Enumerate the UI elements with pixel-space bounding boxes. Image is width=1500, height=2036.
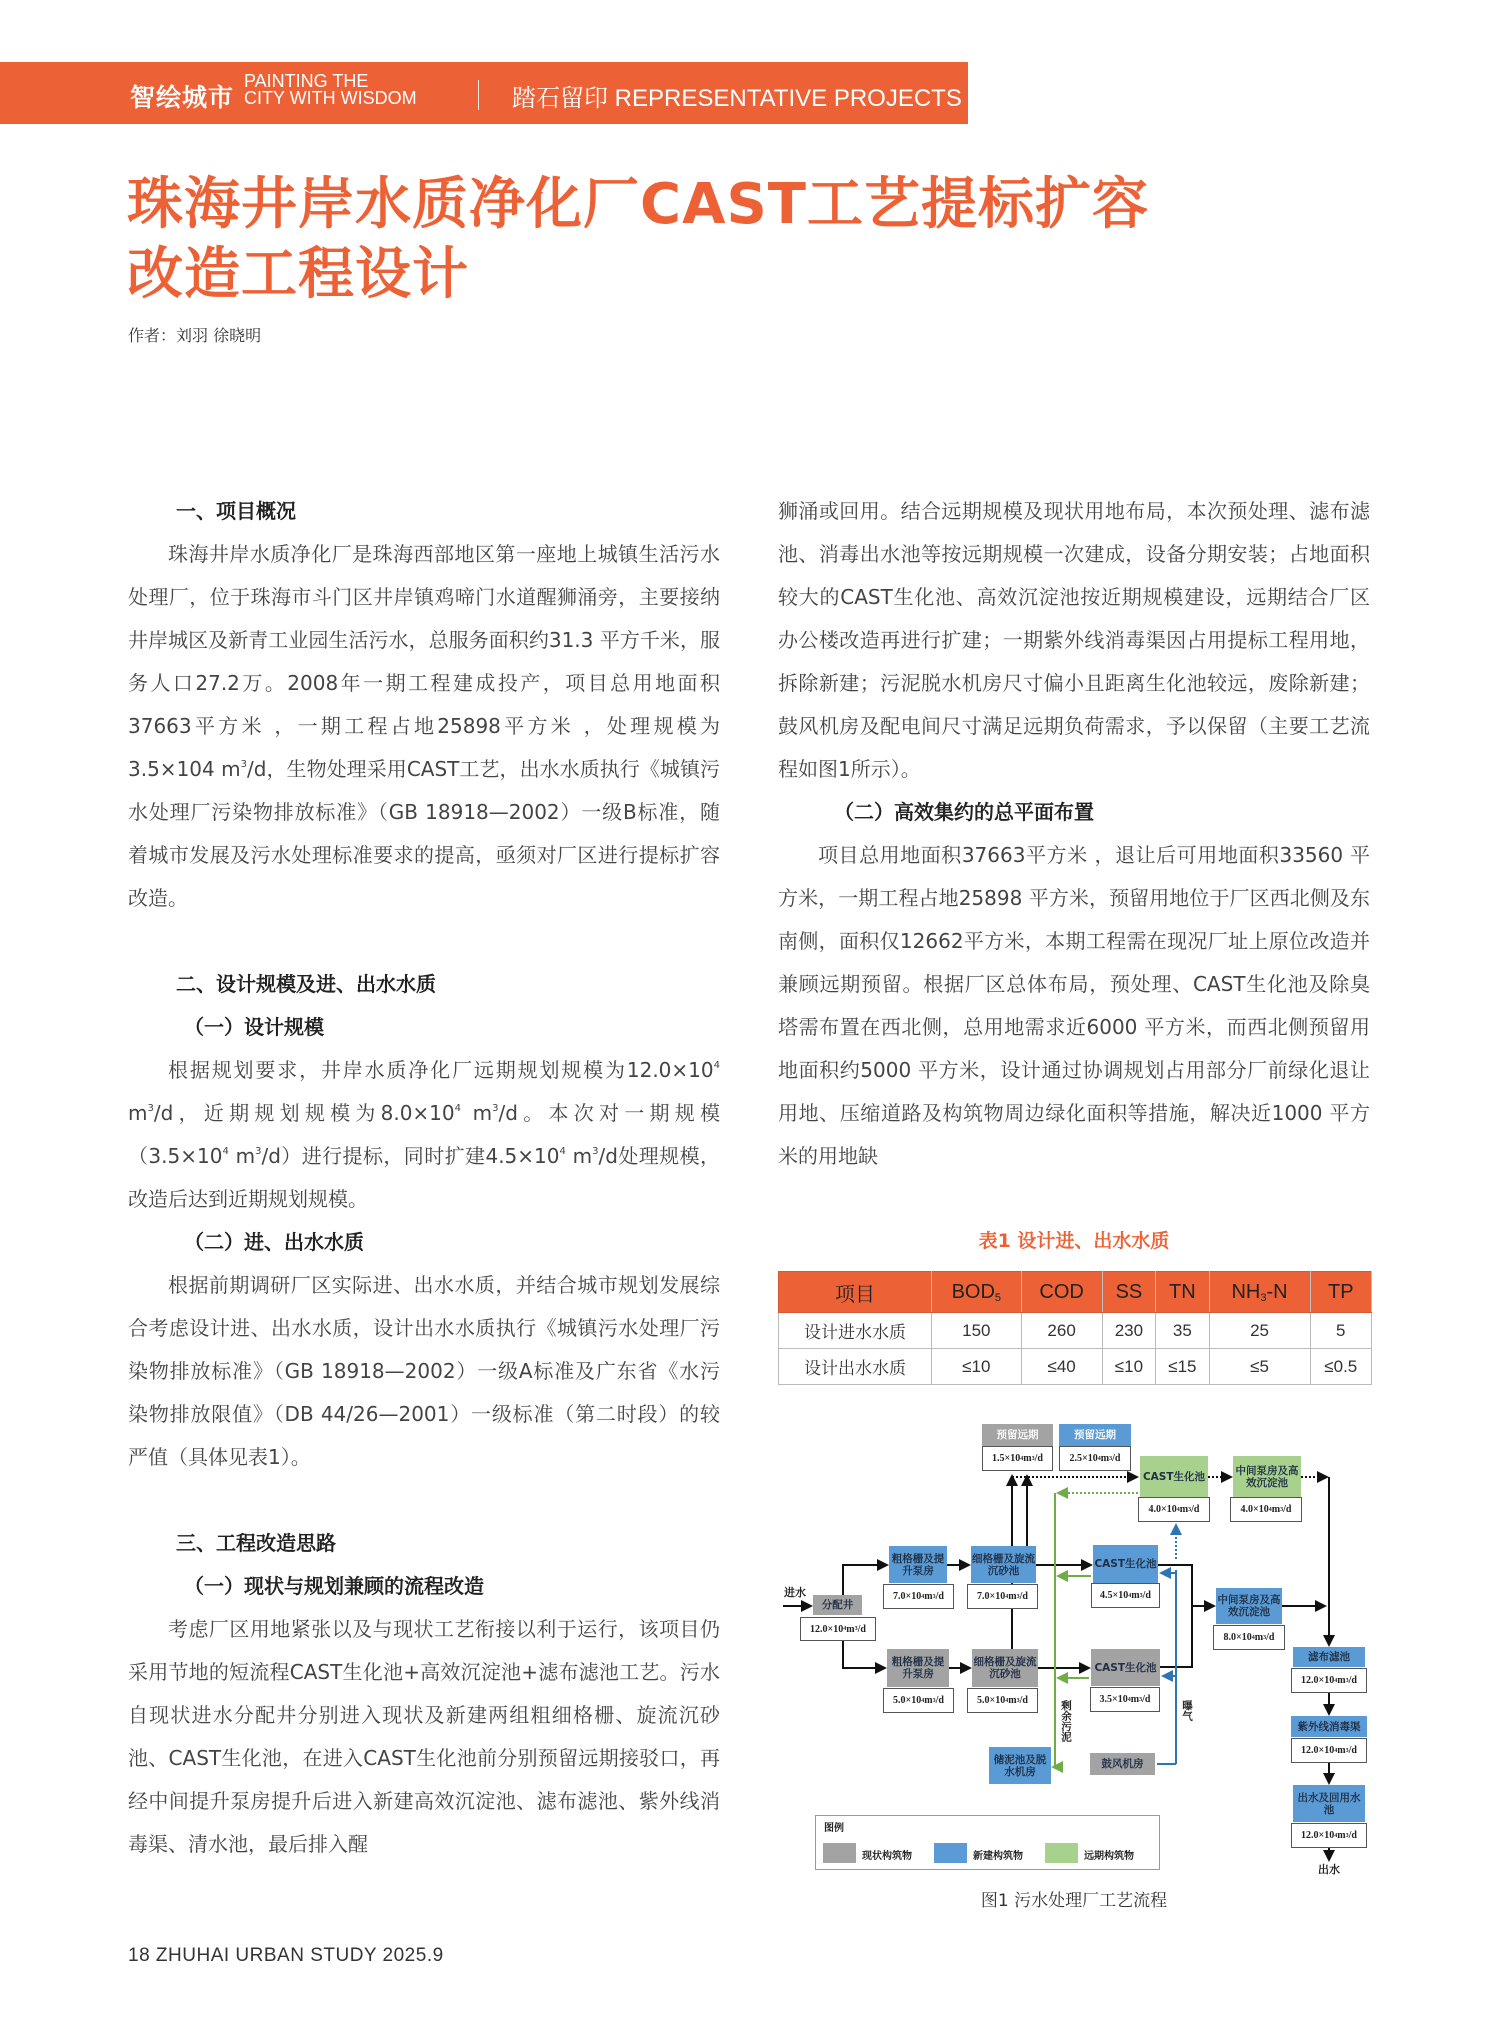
subscript: 5 xyxy=(994,1291,1002,1304)
capacity-reserve-future-gray: 1.5×10 4 m 3 /d xyxy=(982,1446,1053,1471)
section-name-en-line1: PAINTING THE xyxy=(244,71,369,91)
table-cell: 25 xyxy=(1209,1313,1310,1349)
table-cell: ≤10 xyxy=(1102,1349,1156,1385)
journal-name: ZHUHAI URBAN STUDY xyxy=(155,1945,377,1966)
page-number: 18 xyxy=(128,1945,151,1966)
node-effluent-reuse-pool: 出水及回用水池 xyxy=(1293,1785,1365,1822)
inflow-label: 进水 xyxy=(784,1586,806,1599)
section-name-en-line2: CITY WITH WISDOM xyxy=(244,88,417,108)
superscript: 4 xyxy=(454,1103,462,1114)
node-cast-future: CAST生化池 xyxy=(1140,1456,1208,1497)
section-name-en xyxy=(244,73,417,107)
subsection-heading: （一）设计规模 xyxy=(184,1015,324,1039)
node-reserve-future-blue: 预留远期 xyxy=(1059,1424,1131,1446)
table-cell: 260 xyxy=(1021,1313,1102,1349)
subsection-heading: （一）现状与规划兼顾的流程改造 xyxy=(184,1574,484,1598)
node-distribution-well: 分配井 xyxy=(813,1595,862,1615)
node-reserve-future-gray: 预留远期 xyxy=(982,1424,1053,1446)
capacity-effluent-reuse-pool: 12.0×10 4 m 3 /d xyxy=(1291,1823,1367,1848)
capacity-cast-existing: 3.5×10 4 m 3 /d xyxy=(1090,1687,1160,1712)
column-header xyxy=(1209,1272,1310,1313)
capacity-old-coarse-screen: 5.0×10 4 m 3 /d xyxy=(883,1688,954,1713)
legend-label-existing: 现状构筑物 xyxy=(862,1851,912,1862)
article-title-line2: 改造工程设计 xyxy=(127,242,469,307)
text-run: m xyxy=(128,1101,148,1125)
header-divider xyxy=(478,80,479,110)
issue-number: 2025.9 xyxy=(382,1945,444,1966)
legend-swatch-existing xyxy=(823,1843,856,1863)
column-header: 项目 xyxy=(779,1272,932,1313)
text-run: m xyxy=(565,1144,593,1168)
table-cell: ≤0.5 xyxy=(1310,1349,1371,1385)
subscript: 3 xyxy=(1260,1291,1267,1304)
column-name: 踏石留印 REPRESENTATIVE PROJECTS xyxy=(512,85,962,112)
column-header: SS xyxy=(1102,1272,1156,1313)
node-old-fine-screen: 细格栅及旋流沉砂池 xyxy=(972,1649,1038,1687)
capacity-new-coarse-screen: 7.0×10 4 m 3 /d xyxy=(883,1584,954,1609)
superscript: 4 xyxy=(559,1146,566,1157)
capacity-old-fine-screen: 5.0×10 4 m 3 /d xyxy=(967,1688,1038,1713)
table-cell: 230 xyxy=(1102,1313,1156,1349)
excess-sludge-label: 剩余污泥 xyxy=(1060,1700,1072,1742)
capacity-cast-new: 4.5×10 4 m 3 /d xyxy=(1091,1583,1160,1608)
paragraph: 狮涌或回用。结合远期规模及现状用地布局，本次预处理、滤布滤池、消毒出水池等按远期规模一次建成，设备分期安装；占地面积较大的CAST生化池、高效沉淀池按近期规模建设，远期结合厂区办公楼改造再进行扩建；一期紫外线消毒渠因占用提标工程用地，拆除新建；污泥脱水机房尺寸偏小且距离生化池较远，废除新建；鼓风机房及配电间尺寸满足远期负荷需求，予以保留（主要工艺流程如图1所示）。 xyxy=(778,499,1370,781)
paragraph: 考虑厂区用地紧张以及与现状工艺衔接以利于运行，该项目仍采用节地的短流程CAST生化池+高效沉淀池+滤布滤池工艺。污水自现状进水分配井分别进入现状及新建两组粗细格栅、旋流沉砂池、CAST生化池，在进入CAST生化池前分别预留远期接驳口，再经中间提升泵房提升后进入新建高效沉淀池、滤布滤池、紫外线消毒渠、清水池，最后排入醒 xyxy=(128,1617,720,1856)
table-cell: 5 xyxy=(1310,1313,1371,1349)
diagram-legend xyxy=(815,1815,1160,1870)
process-flow-diagram xyxy=(775,1395,1380,1880)
table-cell: ≤5 xyxy=(1209,1349,1310,1385)
text-run: 根据规划要求，井岸水质净化厂远期规划规模为12.0×10 xyxy=(168,1058,714,1082)
header-text: -N xyxy=(1266,1280,1288,1303)
article-authors: 作者：刘羽 徐晓明 xyxy=(128,326,262,345)
section-name-cn: 智绘城市 xyxy=(130,83,235,112)
node-cast-existing: CAST生化池 xyxy=(1091,1649,1160,1686)
node-sludge-dewatering: 储泥池及脱水机房 xyxy=(989,1747,1051,1784)
text-run: /d处理规模，改造后达到近期规划规模。 xyxy=(128,1144,721,1211)
table-header-row xyxy=(779,1272,1372,1313)
table-cell: 35 xyxy=(1156,1313,1209,1349)
section-heading: 二、设计规模及进、出水水质 xyxy=(176,972,436,996)
node-new-fine-screen: 细格栅及旋流沉砂池 xyxy=(971,1546,1036,1583)
column-header: COD xyxy=(1021,1272,1102,1313)
capacity-cloth-filter: 12.0×10 4 m 3 /d xyxy=(1291,1668,1367,1693)
column-header: TP xyxy=(1310,1272,1371,1313)
row-header: 设计出水水质 xyxy=(779,1349,932,1385)
flow-to-new-coarse xyxy=(843,1565,887,1595)
legend-label-future: 远期构筑物 xyxy=(1084,1851,1134,1862)
subsection-heading: （二）进、出水水质 xyxy=(184,1230,364,1254)
superscript: 3 xyxy=(492,1103,499,1114)
capacity-pump-sedimentation-new: 8.0×10 4 m 3 /d xyxy=(1213,1625,1285,1650)
outflow-label: 出水 xyxy=(1318,1863,1340,1876)
figure-caption: 图1 污水处理厂工艺流程 xyxy=(980,1891,1168,1911)
capacity-pump-sedimentation-future: 4.0×10 4 m 3 /d xyxy=(1230,1497,1302,1522)
node-pump-sedimentation-future: 中间泵房及高效沉淀池 xyxy=(1233,1456,1301,1497)
paragraph xyxy=(128,533,720,920)
superscript: 3 xyxy=(240,759,248,770)
superscript: 3 xyxy=(592,1146,599,1157)
node-new-coarse-screen: 粗格栅及提升泵房 xyxy=(889,1546,947,1583)
node-old-coarse-screen: 粗格栅及提升泵房 xyxy=(887,1649,949,1687)
table-cell: ≤15 xyxy=(1156,1349,1209,1385)
text-run: /d，生物处理采用CAST工艺，出水水质执行《城镇污水处理厂污染物排放标准》（GB 18918—2002）一级B标准，随着城市发展及污水处理标准要求的提高，亟须对厂区进行提标扩容改造。 xyxy=(128,757,721,910)
aeration-label: 曝气 xyxy=(1181,1700,1193,1721)
text-run: /d，近期规划规模为8.0×10 xyxy=(153,1101,455,1125)
right-column xyxy=(778,490,1370,1190)
header-text: BOD xyxy=(951,1280,995,1303)
text-run: /d。本次对一期规模（3.5×10 xyxy=(128,1101,721,1168)
node-cast-new: CAST生化池 xyxy=(1093,1545,1158,1583)
superscript: 3 xyxy=(147,1103,154,1114)
paragraph: 项目总用地面积37663平方米 ，退让后可用地面积33560 平方米，一期工程占地25898 平方米，预留用地位于厂区西北侧及东南侧，面积仅12662平方米，本期工程需在现况厂址上原位改造并兼顾远期预留。根据厂区总体布局，预处理、CAST生化池及除臭塔需布置在西北侧，总用地需求近6000 平方米，而西北侧预留用地面积约5000 平方米，设计通过协调规划占用部分厂前绿化退让用地、压缩道路及构筑物周边绿化面积等措施，解决近1000 平方米的用地缺 xyxy=(778,843,1370,1168)
capacity-reserve-future-blue: 2.5×10 4 m 3 /d xyxy=(1059,1446,1131,1471)
section-heading: 三、工程改造思路 xyxy=(176,1531,336,1555)
node-pump-sedimentation-new: 中间泵房及高效沉淀池 xyxy=(1216,1588,1282,1624)
table-cell: 150 xyxy=(932,1313,1022,1349)
section-heading: 一、项目概况 xyxy=(176,499,296,523)
legend-swatch-new xyxy=(934,1843,967,1863)
paragraph xyxy=(128,1049,720,1221)
capacity-cast-future: 4.0×10 4 m 3 /d xyxy=(1138,1497,1210,1522)
legend-swatch-future xyxy=(1045,1843,1078,1863)
table-cell: ≤40 xyxy=(1021,1349,1102,1385)
node-blower-house: 鼓风机房 xyxy=(1090,1753,1155,1775)
superscript: 4 xyxy=(222,1146,229,1157)
node-uv-disinfection: 紫外线消毒渠 xyxy=(1291,1716,1367,1737)
legend-title: 图例 xyxy=(824,1823,844,1834)
capacity-new-fine-screen: 7.0×10 4 m 3 /d xyxy=(967,1584,1038,1609)
article-title-line1: 珠海井岸水质净化厂CAST工艺提标扩容 xyxy=(127,172,1149,237)
text-run: 珠海井岸水质净化厂是珠海西部地区第一座地上城镇生活污水处理厂，位于珠海市斗门区井岸镇鸡啼门水道醒狮涌旁，主要接纳井岸城区及新青工业园生活污水，总服务面积约31.3 平方千米，服务人口27.2万。2008年一期工程建成投产，项目总用地面积37663平方米 ，一期工程占地25898平方米 ，处理规模为3.5×104 m xyxy=(128,542,720,781)
table-cell: ≤10 xyxy=(932,1349,1022,1385)
node-cloth-filter: 滤布滤池 xyxy=(1293,1647,1365,1667)
water-quality-table xyxy=(778,1271,1372,1385)
left-column xyxy=(128,490,720,1866)
header-text: NH xyxy=(1231,1280,1261,1303)
superscript: 4 xyxy=(713,1060,720,1071)
text-run: m xyxy=(228,1144,256,1168)
flow-to-old-coarse xyxy=(843,1641,885,1668)
paragraph: 根据前期调研厂区实际进、出水水质，并结合城市规划发展综合考虑设计进、出水水质，设计出水水质执行《城镇污水处理厂污染物排放标准》（GB 18918—2002）一级A标准及广东省《水污染物排放限值》（DB 44/26—2001）一级标准（第二时段）的较严值（具体见表1）。 xyxy=(128,1273,720,1469)
row-header: 设计进水水质 xyxy=(779,1313,932,1349)
capacity-uv-disinfection: 12.0×10 4 m 3 /d xyxy=(1291,1738,1367,1763)
superscript: 3 xyxy=(255,1146,262,1157)
text-run: /d）进行提标，同时扩建4.5×10 xyxy=(261,1144,560,1168)
column-header: TN xyxy=(1156,1272,1209,1313)
column-header xyxy=(932,1272,1022,1313)
subsection-heading: （二）高效集约的总平面布置 xyxy=(834,800,1094,824)
table-row xyxy=(779,1349,1372,1385)
page-footer xyxy=(128,1945,444,1967)
table-caption: 表1 设计进、出水水质 xyxy=(978,1230,1170,1252)
table-row xyxy=(779,1313,1372,1349)
article-title xyxy=(127,170,1277,310)
text-run: m xyxy=(461,1101,493,1125)
legend-label-new: 新建构筑物 xyxy=(973,1851,1023,1862)
capacity-distribution-well: 12.0×10 4 m 3 /d xyxy=(800,1617,876,1641)
